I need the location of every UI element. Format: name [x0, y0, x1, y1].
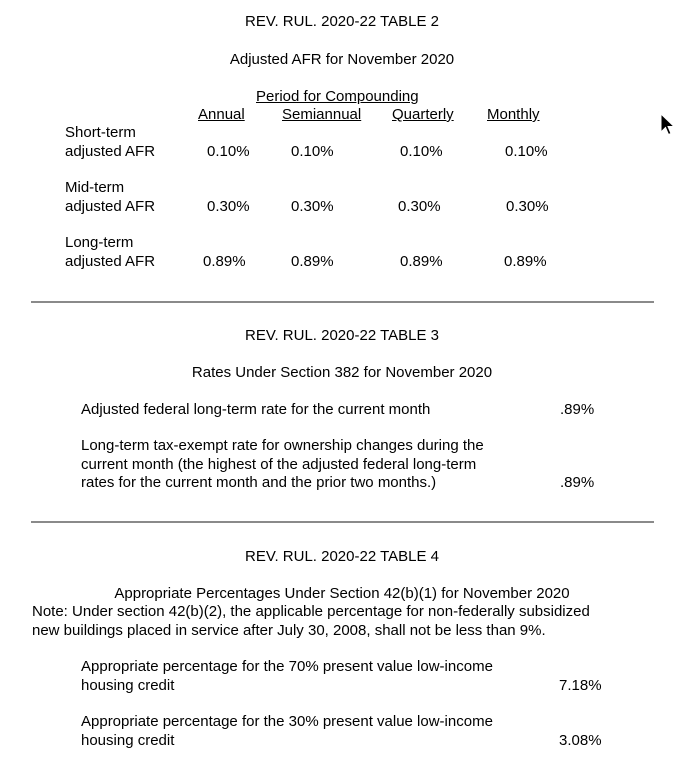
- table3-row2-label-line2: current month (the highest of the adjusted federal long-term: [81, 456, 477, 473]
- table4-note-line2: new buildings placed in service after July 30, 2008, shall not be less than 9%.: [32, 622, 546, 639]
- table3-row2-label-line3: rates for the current month and the prior two months.): [81, 474, 437, 491]
- col-monthly: Monthly: [487, 106, 540, 123]
- divider: [31, 521, 654, 523]
- table3-row2-label: Long-term tax-exempt rate for ownership changes during the: [81, 437, 484, 454]
- table3-title: REV. RUL. 2020-22 TABLE 3: [244, 327, 439, 344]
- col-annual: Annual: [198, 106, 245, 123]
- table3-subtitle: Rates Under Section 382 for November 2020: [191, 364, 493, 381]
- short-term-semiannual: 0.10%: [291, 143, 334, 160]
- mouse-pointer-icon: [660, 113, 676, 137]
- long-term-semiannual: 0.89%: [291, 253, 334, 270]
- table4-row2-value: 3.08%: [559, 732, 602, 749]
- table3-row1-label: Adjusted federal long-term rate for the current month: [81, 401, 431, 418]
- table4-row1-label-line2: housing credit: [81, 677, 175, 694]
- col-quarterly: Quarterly: [392, 106, 454, 123]
- row-mid-term-label2: adjusted AFR: [65, 198, 156, 215]
- table4-row2-label: Appropriate percentage for the 30% present value low-income: [81, 713, 493, 730]
- table4-subtitle: Appropriate Percentages Under Section 42(b)(1) for November 2020: [114, 585, 570, 602]
- divider: [31, 301, 654, 303]
- short-term-monthly: 0.10%: [505, 143, 548, 160]
- long-term-monthly: 0.89%: [504, 253, 547, 270]
- row-long-term-label2: adjusted AFR: [65, 253, 156, 270]
- table4-row1-label: Appropriate percentage for the 70% present value low-income: [81, 658, 493, 675]
- mid-term-quarterly: 0.30%: [398, 198, 441, 215]
- table2-subtitle: Adjusted AFR for November 2020: [229, 51, 455, 68]
- long-term-quarterly: 0.89%: [400, 253, 443, 270]
- period-header: Period for Compounding: [256, 88, 419, 105]
- mid-term-annual: 0.30%: [207, 198, 250, 215]
- table3-row1-value: .89%: [560, 401, 595, 418]
- table3-row2-value: .89%: [560, 474, 595, 491]
- row-short-term-label2: adjusted AFR: [65, 143, 156, 160]
- short-term-quarterly: 0.10%: [400, 143, 443, 160]
- short-term-annual: 0.10%: [207, 143, 250, 160]
- long-term-annual: 0.89%: [203, 253, 246, 270]
- mid-term-semiannual: 0.30%: [291, 198, 334, 215]
- row-long-term-label: Long-term: [65, 234, 134, 251]
- table2-title: REV. RUL. 2020-22 TABLE 2: [244, 13, 439, 30]
- mid-term-monthly: 0.30%: [506, 198, 549, 215]
- table4-row2-label-line2: housing credit: [81, 732, 175, 749]
- col-semiannual: Semiannual: [282, 106, 362, 123]
- row-short-term-label: Short-term: [65, 124, 136, 141]
- table4-note: Note: Under section 42(b)(2), the applicable percentage for non-federally subsidized: [32, 603, 590, 620]
- row-mid-term-label: Mid-term: [65, 179, 125, 196]
- table4-row1-value: 7.18%: [559, 677, 602, 694]
- table4-title: REV. RUL. 2020-22 TABLE 4: [244, 548, 439, 565]
